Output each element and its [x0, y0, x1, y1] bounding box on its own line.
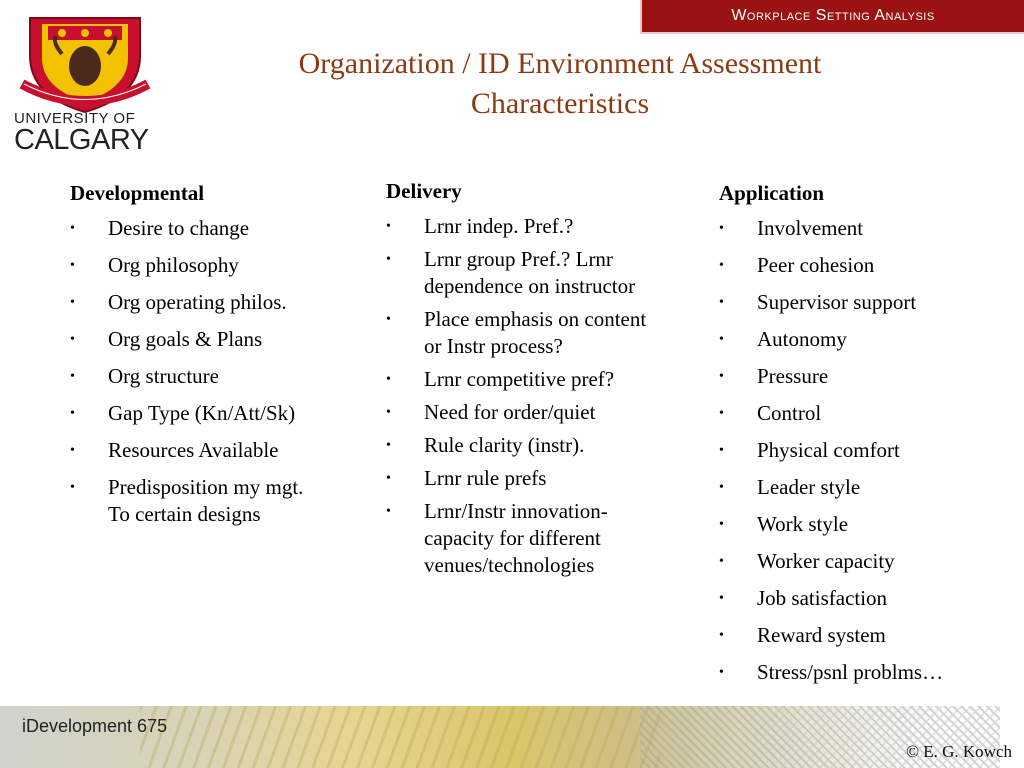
bullet-icon: • — [719, 665, 724, 680]
list-item: • Reward system — [719, 623, 886, 647]
footer-copyright: © E. G. Kowch — [906, 742, 1012, 761]
bullet-icon: • — [719, 517, 724, 532]
bullet-icon: • — [719, 295, 724, 310]
slide-title — [240, 44, 880, 124]
column-heading: Delivery — [386, 179, 462, 203]
footer-course-label: iDevelopment 675 — [22, 716, 168, 736]
list-item: • Org philosophy — [70, 253, 239, 277]
list-item: • Org goals & Plans — [70, 327, 263, 351]
banner-title: Workplace Setting Analysis — [731, 7, 935, 24]
bullet-icon: • — [386, 252, 391, 267]
bullet-icon: • — [70, 221, 75, 236]
list-item: • Stress/psnl problms… — [719, 660, 944, 684]
bullet-icon: • — [386, 471, 391, 486]
list-item: • Need for order/quiet — [386, 400, 596, 424]
list-item: • Lrnr group Pref.? Lrnr dependence on instructor — [386, 247, 636, 298]
bullet-icon: • — [719, 221, 724, 236]
list-item: • Lrnr competitive pref? — [386, 367, 615, 391]
list-item: • Worker capacity — [719, 549, 895, 573]
list-item: • Rule clarity (instr). — [386, 433, 585, 457]
list-item: • Predisposition my mgt. To certain designs — [70, 475, 304, 526]
column-application — [719, 180, 1009, 696]
bullet-icon: • — [719, 443, 724, 458]
list-item: • Gap Type (Kn/Att/Sk) — [70, 401, 296, 425]
list-item: • Work style — [719, 512, 849, 536]
bullet-icon: • — [70, 258, 75, 273]
bullet-icon: • — [719, 258, 724, 273]
bullet-icon: • — [70, 369, 75, 384]
bullet-icon: • — [719, 480, 724, 495]
column-heading: Application — [719, 181, 825, 205]
list-item: • Peer cohesion — [719, 253, 875, 277]
column-delivery — [386, 178, 666, 585]
bullet-icon: • — [386, 312, 391, 327]
bullet-icon: • — [719, 628, 724, 643]
bullet-icon: • — [70, 443, 75, 458]
bullet-icon: • — [386, 438, 391, 453]
list-item: • Lrnr indep. Pref.? — [386, 214, 574, 238]
slide-title-line1: Organization / ID Environment Assessment — [298, 47, 822, 80]
bullet-icon: • — [70, 295, 75, 310]
list-item: • Autonomy — [719, 327, 847, 351]
list-item: • Lrnr/Instr innovation-capacity for different venues/technologies — [386, 499, 608, 577]
bullet-icon: • — [719, 332, 724, 347]
header-banner — [640, 0, 1024, 34]
list-item: • Place emphasis on content or Instr process? — [386, 307, 647, 358]
list-item: • Physical comfort — [719, 438, 900, 462]
bullet-icon: • — [719, 406, 724, 421]
list-item: • Leader style — [719, 475, 861, 499]
crest-icon — [12, 14, 158, 114]
list-item: • Job satisfaction — [719, 586, 888, 610]
bullet-icon: • — [70, 332, 75, 347]
list-item: • Resources Available — [70, 438, 279, 462]
bullet-icon: • — [719, 591, 724, 606]
footer-texture — [140, 706, 660, 768]
bullet-icon: • — [70, 406, 75, 421]
bullet-icon: • — [719, 554, 724, 569]
list-item: • Supervisor support — [719, 290, 917, 314]
university-logo — [12, 14, 158, 156]
list-item: • Org operating philos. — [70, 290, 287, 314]
column-developmental — [70, 180, 320, 538]
column-heading: Developmental — [70, 181, 205, 205]
bullet-icon: • — [386, 504, 391, 519]
logo-text-line1: UNIVERSITY OF — [14, 110, 136, 127]
list-item: • Involvement — [719, 216, 864, 240]
list-item: • Lrnr rule prefs — [386, 466, 547, 490]
slide-title-line2: Characteristics — [470, 87, 650, 120]
bullet-icon: • — [386, 405, 391, 420]
bullet-icon: • — [386, 219, 391, 234]
logo-text-line2: CALGARY — [14, 124, 149, 156]
list-item: • Org structure — [70, 364, 219, 388]
list-item: • Control — [719, 401, 822, 425]
bullet-icon: • — [719, 369, 724, 384]
bullet-icon: • — [386, 372, 391, 387]
list-item: • Pressure — [719, 364, 829, 388]
bullet-icon: • — [70, 480, 75, 495]
list-item: • Desire to change — [70, 216, 250, 240]
